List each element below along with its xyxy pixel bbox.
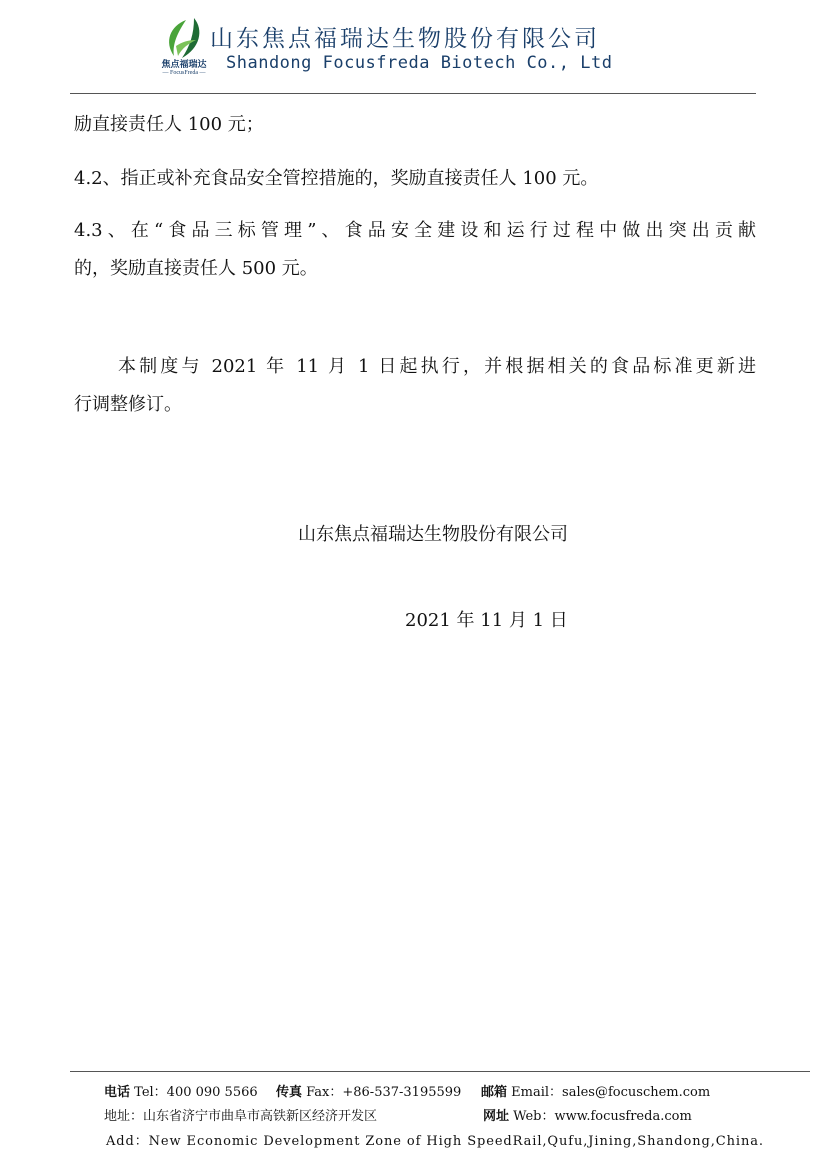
- footer-tel-label: 电话: [104, 1085, 131, 1100]
- footer-tel-value: Tel：400 090 5566: [134, 1085, 258, 1100]
- paragraph-reward-continued: [74, 106, 756, 144]
- footer-address-cn: 地址：山东省济宁市曲阜市高铁新区经济开发区: [104, 1109, 378, 1124]
- paragraph-line: 本制度与 2021 年 11 月 1 日起执行，并根据相关的食品标准更新进: [118, 356, 756, 377]
- footer-tel: [104, 1081, 258, 1100]
- paragraph-line: 励直接责任人 100 元；: [74, 114, 264, 135]
- footer-email: [481, 1081, 710, 1100]
- signature-company: 山东焦点福瑞达生物股份有限公司: [298, 524, 568, 545]
- signature-date: 2021 年 11 月 1 日: [405, 610, 568, 631]
- paragraph-line: 行调整修订。: [74, 394, 182, 415]
- footer-address-en: Add：New Economic Development Zone of High SpeedRail,Qufu,Jining,Shandong,China.: [106, 1134, 764, 1149]
- company-name-cn: 山东焦点福瑞达生物股份有限公司: [210, 26, 600, 52]
- logo-text: 焦点福瑞达: [161, 60, 207, 70]
- footer-email-value: Email：sales@focuschem.com: [511, 1085, 711, 1100]
- footer-fax-label: 传真: [276, 1085, 303, 1100]
- footer-web-label: 网址: [483, 1109, 510, 1124]
- header-divider: [70, 93, 756, 94]
- paragraph-line: 4.3、在“食品三标管理”、食品安全建设和运行过程中做出突出贡献: [74, 220, 756, 241]
- logo-subtext: — FocusFreda —: [162, 70, 206, 76]
- footer-divider: [70, 1071, 810, 1072]
- footer-web-value: Web：www.focusfreda.com: [513, 1109, 692, 1124]
- paragraph-effective-date: [74, 348, 756, 424]
- footer-fax: [276, 1081, 461, 1100]
- leaf-logo-icon: [158, 16, 210, 62]
- paragraph-item-4-3: [74, 212, 756, 288]
- paragraph-line: 的，奖励直接责任人 500 元。: [74, 258, 318, 279]
- footer-email-label: 邮箱: [481, 1085, 508, 1100]
- paragraph-item-4-2: [74, 160, 756, 198]
- company-name-en: Shandong Focusfreda Biotech Co., Ltd: [226, 53, 613, 73]
- footer-fax-value: Fax：+86-537-3195599: [306, 1085, 462, 1100]
- footer-web: [483, 1105, 692, 1124]
- paragraph-line: 4.2、指正或补充食品安全管控措施的，奖励直接责任人 100 元。: [74, 168, 599, 189]
